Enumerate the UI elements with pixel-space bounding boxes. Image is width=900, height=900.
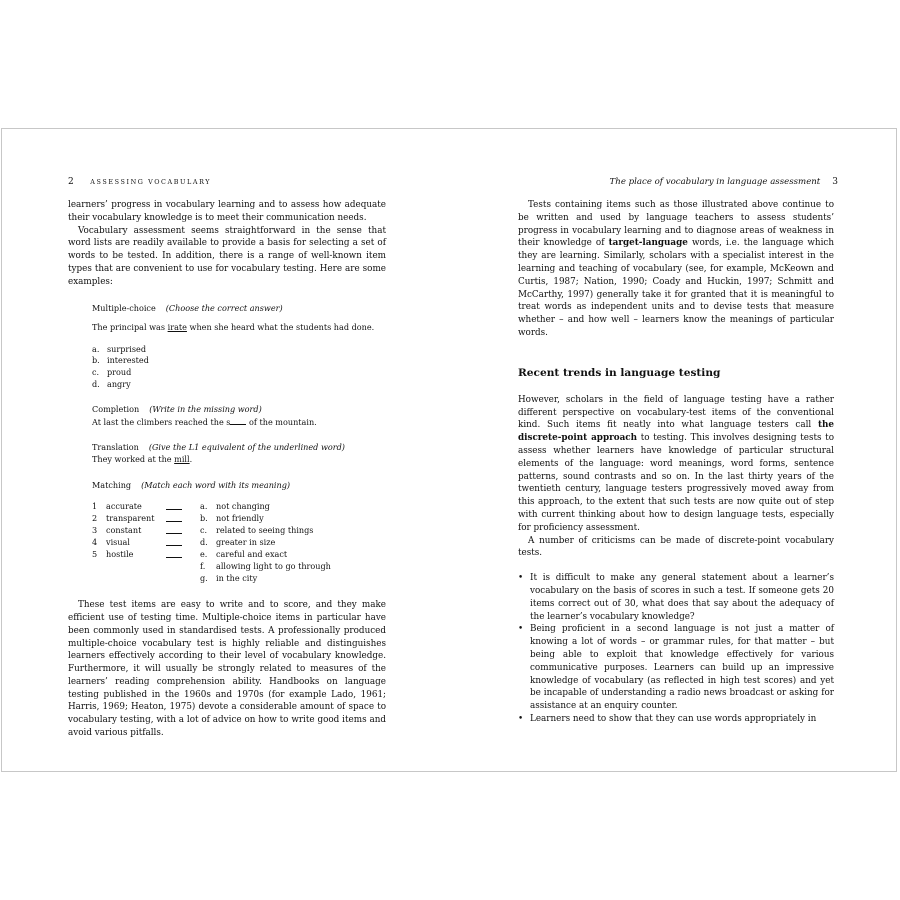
- example-instruction: (Give the L1 equivalent of the underlined word): [148, 442, 345, 453]
- option: [92, 367, 386, 379]
- matching-row: [92, 561, 386, 573]
- text-run: to testing. This involves designing tests to assess whether learners have knowledge of particular structural elements of the language: word meanings, word forms, sentence patterns, sound contrasts and so on. In the last thirty years of the twentieth century, language testers progressively moved away from this approach, to the extent that such tests are now quite out of step with current thinking about how to design language tests, especially for proficiency assessment.: [518, 433, 834, 533]
- meaning-text: greater in size: [216, 537, 276, 548]
- matching-row: [92, 573, 386, 585]
- example-label: Completion: [92, 404, 140, 415]
- example-label: Translation: [92, 442, 139, 453]
- example-instruction: (Write in the missing word): [149, 404, 262, 415]
- sentence-text: At last the climbers reached the s: [92, 416, 231, 427]
- completion-sentence: [92, 416, 386, 429]
- meaning-letter: e.: [200, 549, 208, 560]
- meaning-letter: d.: [200, 537, 208, 548]
- item-number: 2: [92, 513, 98, 524]
- left-column: [68, 199, 386, 740]
- option-letter: d.: [92, 378, 100, 389]
- sentence-text: They worked at the: [92, 453, 175, 464]
- matching-row: [92, 513, 386, 525]
- item-word: accurate: [106, 501, 142, 512]
- underlined-word: mill: [174, 453, 190, 464]
- underlined-word: irate: [167, 322, 187, 333]
- text-run: Tests containing items such as those illustrated above continue to be written and used by language teachers to assess students’ progress in vocabulary learning and to diagnose areas of weakness in their knowledge of: [518, 200, 834, 249]
- item-number: 5: [92, 549, 98, 560]
- stem-text: when she heard what the students had done.: [186, 322, 375, 333]
- option-letter: b.: [92, 355, 100, 366]
- running-head-title: ASSESSING VOCABULARY: [90, 178, 212, 186]
- list-item: • Learners need to show that they can use words appropriately in: [518, 713, 834, 726]
- option-letter: c.: [92, 366, 100, 377]
- right-running-head: [610, 177, 838, 187]
- answer-line: [166, 549, 200, 561]
- option: [92, 355, 386, 367]
- right-column: [518, 199, 834, 726]
- example-instruction: (Match each word with its meaning): [141, 479, 291, 490]
- meaning-letter: a.: [200, 501, 208, 512]
- matching-row: [92, 537, 386, 549]
- bold-term: target-language: [608, 238, 688, 249]
- meaning-text: careful and exact: [216, 549, 288, 560]
- matching-table: [92, 501, 386, 585]
- option-text: proud: [107, 366, 132, 377]
- meaning-letter: b.: [200, 513, 208, 524]
- left-running-head: [68, 177, 386, 187]
- option-text: surprised: [107, 343, 146, 354]
- right-page: [450, 129, 898, 771]
- paragraph: learners’ progress in vocabulary learning and to assess how adequate their vocabulary knowledge is to meet their communication needs.: [68, 200, 386, 223]
- stem-text: The principal was: [92, 322, 168, 333]
- example-label: Matching: [92, 479, 132, 490]
- answer-line: [166, 525, 200, 537]
- example-label: Multiple-choice: [92, 302, 156, 313]
- bold-term: the discrete-point approach: [518, 420, 834, 444]
- paragraph: Vocabulary assessment seems straightforward in the sense that word lists are readily available to provide a basis for selecting a set of words to be tested. In addition, there is a range of well-known item types that are convenient to use for vocabulary testing. Here are some examples:: [68, 225, 386, 287]
- left-page: [2, 129, 450, 771]
- section-heading: Recent trends in language testing: [518, 366, 721, 379]
- list-item: • Being proficient in a second language is not just a matter of knowing a lot of words – or grammar rules, for that matter – but being able to exploit that knowledge effectively for various communicative purposes. Learners can build up an impressive knowledge of vocabulary (as reflected in high test scores) and yet be incapable of understanding a radio news broadcast or asking for assistance at an enquiry counter.: [518, 623, 834, 713]
- paragraph: A number of criticisms can be made of discrete-point vocabulary tests.: [518, 535, 834, 559]
- meaning-letter: c.: [200, 525, 208, 536]
- paragraph: [518, 199, 834, 340]
- answer-line: [166, 501, 200, 513]
- meaning-text: not changing: [216, 501, 270, 512]
- meaning-text: not friendly: [216, 513, 264, 524]
- answer-line: [166, 513, 200, 525]
- example-stem: [92, 322, 386, 334]
- sentence-text: of the mountain.: [246, 416, 317, 427]
- translation-sentence: [92, 454, 386, 466]
- meaning-letter: g.: [200, 573, 208, 584]
- example-completion-heading: [92, 404, 386, 416]
- option: [92, 379, 386, 391]
- example-translation-heading: [92, 442, 386, 454]
- item-word: hostile: [106, 549, 134, 560]
- sentence-text: .: [189, 453, 193, 464]
- meaning-text: allowing light to go through: [216, 561, 331, 572]
- blank-line: [230, 416, 246, 425]
- option-letter: a.: [92, 343, 100, 354]
- matching-row: [92, 525, 386, 537]
- matching-row: [92, 549, 386, 561]
- item-word: transparent: [106, 513, 155, 524]
- list-item: • It is difficult to make any general statement about a learner’s vocabulary on the basis of scores in such a test. If someone gets 20 items correct out of 30, what does that say about the adequacy of the learner’s vocabulary knowledge?: [518, 572, 834, 623]
- page-number-left: 2: [68, 177, 74, 187]
- item-word: constant: [106, 525, 142, 536]
- item-number: 3: [92, 525, 98, 536]
- criticism-list: [518, 572, 834, 726]
- option-text: interested: [107, 355, 149, 366]
- item-number: 1: [92, 501, 98, 512]
- text-run: words, i.e. the language which they are learning. Similarly, scholars with a specialist interest in the learning and teaching of vocabulary (see, for example, McKeown and Curtis, 1987; Nation, 1990; Coady and Huckin, 1997; Schmitt and McCarthy, 1997) generally take it for granted that it is meaningful to treat words as independent units and to devise tests that measure whether – and how well – learners know the meanings of particular words.: [518, 238, 834, 338]
- item-number: 4: [92, 537, 98, 548]
- paragraph: These test items are easy to write and to score, and they make efficient use of testing time. Multiple-choice items in particular have been commonly used in standardised tests. A professionally produced multiple-choice vocabulary test is highly reliable and distinguishes learners effectively according to their level of vocabulary knowledge. Furthermore, it will usually be strongly related to measures of the learners’ reading comprehension ability. Handbooks on language testing published in the 1960s and 1970s (for example Lado, 1961; Harris, 1969; Heaton, 1975) devote a considerable amount of space to vocabulary testing, with a lot of advice on how to write good items and avoid various pitfalls.: [68, 600, 386, 739]
- page-number-right: 3: [832, 177, 838, 187]
- meaning-text: related to seeing things: [216, 525, 314, 536]
- example-matching-heading: [92, 480, 386, 492]
- meaning-text: in the city: [216, 573, 258, 584]
- text-run: However, scholars in the field of language testing have a rather different perspective on vocabulary-test items of the conventional kind. Such items fit neatly into what language testers call: [518, 394, 834, 431]
- example-multiple-choice-heading: [92, 303, 386, 315]
- answer-line: [166, 537, 200, 549]
- option-text: angry: [107, 378, 131, 389]
- book-spread: [1, 128, 897, 772]
- meaning-letter: f.: [200, 561, 206, 572]
- running-head-chapter: The place of vocabulary in language assessment: [609, 177, 821, 187]
- option: [92, 344, 386, 356]
- options-list: [92, 344, 386, 390]
- paragraph: [518, 394, 834, 535]
- matching-row: [92, 501, 386, 513]
- example-instruction: (Choose the correct answer): [165, 302, 283, 313]
- item-word: visual: [106, 537, 130, 548]
